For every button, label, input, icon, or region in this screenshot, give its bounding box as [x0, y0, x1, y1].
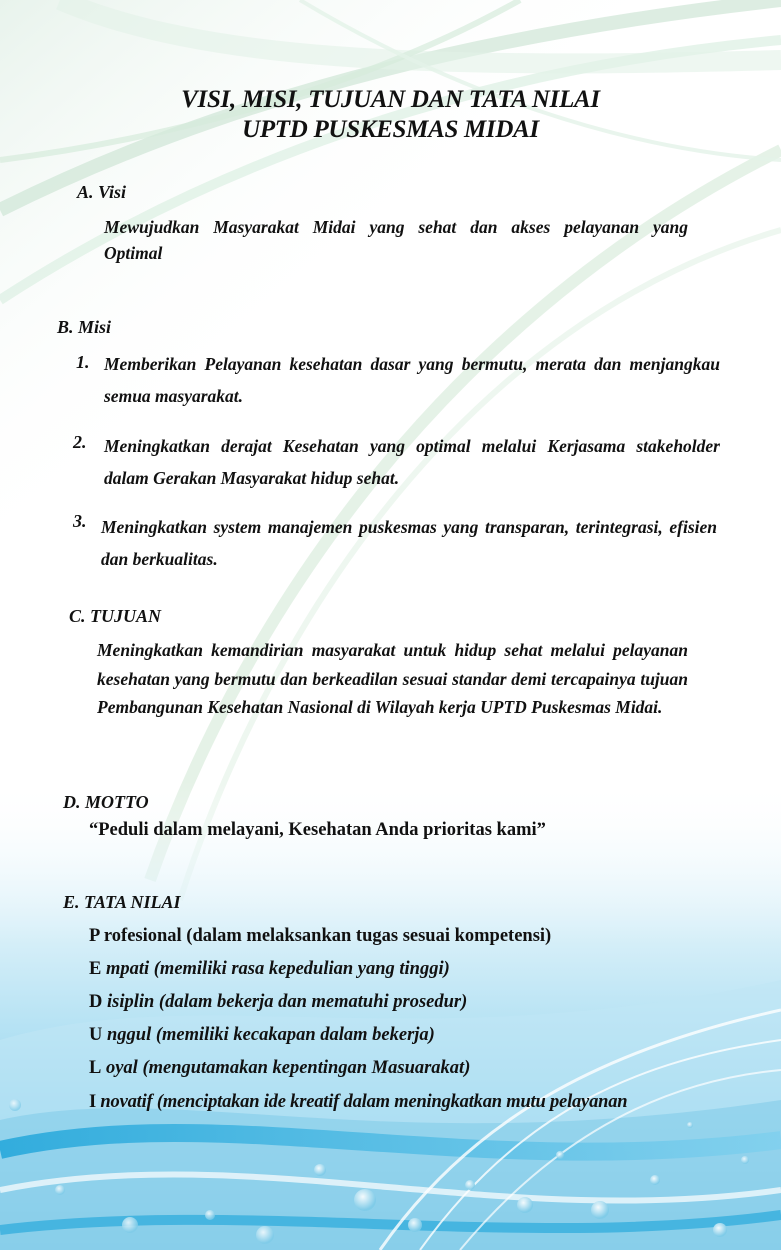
- tata-nilai-letter: P: [89, 926, 100, 946]
- misi-item-number: 2.: [73, 432, 87, 452]
- tata-nilai-letter: E: [89, 959, 102, 979]
- tata-nilai-item: [89, 926, 551, 947]
- tata-nilai-item: [89, 992, 467, 1013]
- page-title-line-1: VISI, MISI, TUJUAN DAN TATA NILAI: [181, 86, 600, 113]
- motto-text: “Peduli dalam melayani, Kesehatan Anda prioritas kami”: [89, 820, 546, 840]
- tata-nilai-item: [89, 1092, 627, 1113]
- misi-item-number: 1.: [76, 352, 90, 372]
- tata-nilai-heading: E. TATA NILAI: [63, 892, 181, 912]
- visi-heading: A. Visi: [77, 182, 127, 202]
- misi-item-text: Meningkatkan system manajemen puskesmas yang transparan, terintegrasi, efisien dan berkualitas.: [101, 517, 717, 569]
- misi-item-text: Memberikan Pelayanan kesehatan dasar yang bermutu, merata dan menjangkau semua masyarakat.: [104, 354, 720, 406]
- visi-text-line-2: Optimal: [104, 243, 163, 263]
- visi-text-line-1: Mewujudkan Masyarakat Midai yang sehat dan akses pelayanan yang: [104, 217, 688, 237]
- tata-nilai-letter: U: [89, 1025, 103, 1045]
- tata-nilai-description: oyal (mengutamakan kepentingan Masuarakat): [101, 1058, 471, 1078]
- tujuan-text: Meningkatkan kemandirian masyarakat untuk hidup sehat melalui pelayanan kesehatan yang bermutu dan berkeadilan sesuai standar demi tercapainya tujuan Pembangunan Kesehatan Nasional di Wilayah kerja UPTD Puskesmas Midai.: [97, 640, 688, 717]
- tata-nilai-description: rofesional (dalam melaksankan tugas sesuai kompetensi): [99, 926, 552, 946]
- tata-nilai-description: isiplin (dalam bekerja dan mematuhi prosedur): [102, 992, 468, 1012]
- tata-nilai-item: [89, 1058, 470, 1079]
- tata-nilai-description: mpati (memiliki rasa kepedulian yang tinggi): [101, 959, 450, 979]
- tujuan-heading: C. TUJUAN: [69, 606, 162, 626]
- tata-nilai-letter: L: [89, 1058, 102, 1078]
- tata-nilai-letter: I: [89, 1092, 96, 1112]
- tata-nilai-description: novatif (menciptakan ide kreatif dalam meningkatkan mutu pelayanan: [96, 1092, 628, 1112]
- page-title-line-2: UPTD PUSKESMAS MIDAI: [242, 116, 539, 143]
- misi-heading: B. Misi: [57, 317, 112, 337]
- tata-nilai-letter: D: [89, 992, 103, 1012]
- tata-nilai-item: [89, 1025, 435, 1046]
- motto-heading: D. MOTTO: [63, 792, 149, 812]
- misi-item-number: 3.: [73, 511, 87, 531]
- misi-item-text: Meningkatkan derajat Kesehatan yang optimal melalui Kerjasama stakeholder dalam Gerakan Masyarakat hidup sehat.: [104, 436, 720, 488]
- tata-nilai-item: [89, 959, 450, 980]
- tata-nilai-description: nggul (memiliki kecakapan dalam bekerja): [102, 1025, 435, 1045]
